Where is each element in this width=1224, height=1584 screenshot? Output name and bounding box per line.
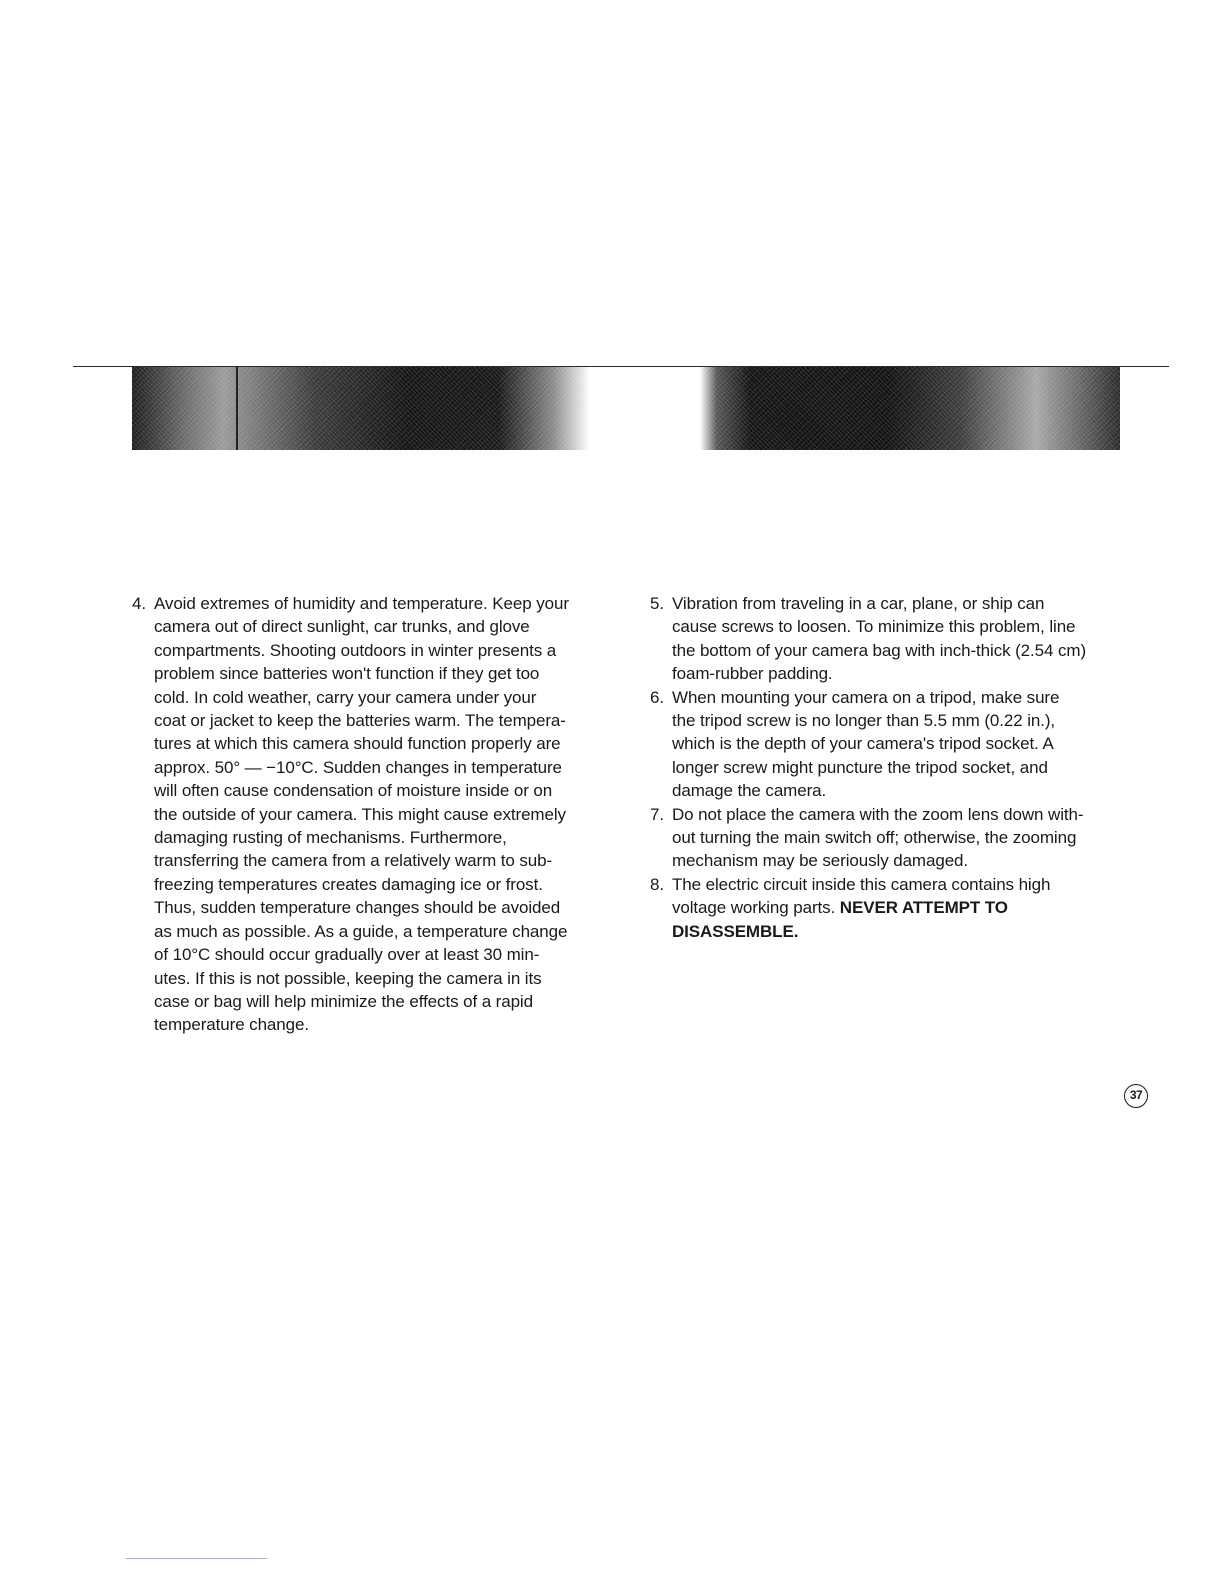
list-item — [650, 803, 1120, 873]
list-item-text: Avoid extremes of humidity and temperature. Keep your camera out of direct sunlight, car trunks, and glove compartments. Shooting outdoors in winter presents a problem since batteries won't function if they get too cold. In cold weather, carry your camera under your coat or jacket to keep the batteries warm. The tempera- tures at which this camera should function properly are approx. 50° — −10°C. Sudden changes in temperature will often cause condensation of moisture inside or on the outside of your camera. This might cause extremely damaging rusting of mechanisms. Furthermore, transferring the camera from a relatively warm to sub- freezing temperatures creates damaging ice or frost. Thus, sudden temperature changes should be avoided as much as possible. As a guide, a temperature change of 10°C should occur gradually over at least 30 min- utes. If this is not possible, keeping the camera in its case or bag will help minimize the effects of a rapid temperature change. — [154, 594, 569, 1035]
list-item — [132, 592, 604, 1037]
page-number: 37 — [1124, 1084, 1148, 1108]
right-column — [650, 592, 1120, 943]
list-item-number: 4. — [132, 594, 146, 613]
list-item-text: Vibration from traveling in a car, plane, or ship can cause screws to loosen. To minimize this problem, line the bottom of your camera bag with inch-thick (2.54 cm) foam-rubber padding. — [672, 594, 1087, 684]
left-column — [132, 592, 604, 1037]
header-band-divider — [236, 367, 238, 450]
list-item-text — [672, 873, 1120, 943]
list-item-number: 6. — [650, 687, 664, 707]
list-item-number: 7. — [650, 804, 664, 824]
list-item — [650, 873, 1120, 943]
list-item-number: 8. — [650, 874, 664, 894]
list-item-text-body: The electric circuit inside this camera contains high voltage working parts. — [672, 874, 1051, 918]
list-item-number: 5. — [650, 594, 664, 613]
list-item — [650, 686, 1120, 803]
header-band-left — [132, 367, 590, 450]
list-item — [650, 592, 1120, 686]
list-item-text: When mounting your camera on a tripod, make sure the tripod screw is no longer than 5.5 mm (0.22 in.), which is the depth of your camera's tripod socket. A longer screw might puncture the tripod socket, and damage the camera. — [672, 687, 1060, 801]
list-item-text: Do not place the camera with the zoom lens down with- out turning the main switch off; otherwise, the zooming mechanism may be seriously damaged. — [672, 804, 1084, 871]
disassemble-warning: NEVER ATTEMPT TO DISASSEMBLE. — [672, 898, 1008, 941]
header-band-right — [700, 367, 1120, 450]
footer-rule — [126, 1558, 267, 1559]
